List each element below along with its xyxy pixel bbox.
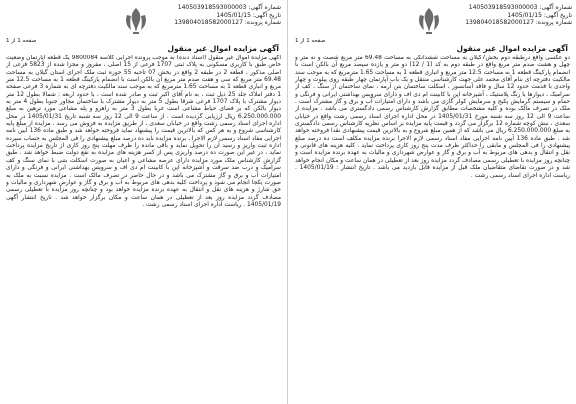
notice-title: آگهی مزایده اموال غیر منقول — [167, 44, 279, 53]
right-notice-page — [291, 0, 574, 404]
tracking-number: 140503918593000003 — [468, 4, 538, 11]
file-number: 139804018582000127 — [174, 19, 243, 27]
tracking-label: شماره آگهی — [250, 4, 281, 11]
file-label: شماره پرونده — [246, 19, 281, 27]
page-number: صفحه 1 از 1 — [295, 38, 326, 44]
page-number: صفحه 1 از 1 — [6, 38, 37, 44]
date-label: تاریخ آگهی — [254, 11, 281, 19]
page-divider — [287, 0, 288, 404]
notice-meta: شماره آگهی: 140503918593000003 تاریخ آگهی: 1405/01/15 شماره پرونده: 139804018582000127 — [174, 4, 281, 27]
tracking-number: 140503918593000003 — [177, 4, 247, 11]
notice-body: آگهی مزایده اموال غیر منقول (اسناد دنده) به موجب پرونده اجرایی کلاسه 9800084 یک قطعه آپارتمان وضعیت خاص طبق با کاربری مسکونی به پلاک ثبتی 1707 فرعی از 15 اصلی ، مفروز و مجزا شده از 5823 فرعی از اصلی مذکور ، قطعه 2 در طبقه 2 واقع در بخش 07 تاحیه 55 حوزه ثبت ملک اجرای استان گیلان به مساحت 69.48 متر مربع که سی و هفت صدم متر مربع آن بالکن است با انضمام پارکینگ قطعه 1 به مساحت 12.5 متر مربع و انباری قطعه 1 به مساحت 1.65 مترمربع که به موجب سند مالکیت دفترچه ای به شماره 3 فرعی صفحه 1 دفتر املاک جلد 25 ذیل ثبت ، به نام آقای اکبر ثبت و صادر شده است ، با حدود اربعه : شمالا بطول 12 متر دیوار مشترک با پلاک 1707 فرعی شرقا بطول 5 متر به دیوار مشترک با ساختمان مجاور جنوبا بطول 4 متر به دیوار بالکن که بر فضای حیاط مشاعی است غربا بطول 3 متر به راهرو و پله مشاعی مورد ترهین به مبلغ 6.250.000.000 ریال ارزیابی گردیده است . از ساعت 9 الی 12 روز سه شنبه تاریخ 1405/01/31 در محل اداره اجرای اسناد رسمی رشت واقع در خیابان سعدی ، از طریق مزایده به فروش می رسد . مزایده از مبلغ پایه کارشناسی شروع و به هر کس که بالاترین قیمت را پیشنهاد نماید فروخته خواهد شد و طبق ماده 136 آیین نامه اجرایی مفاد اسناد رسمی لازم الاجرا ، برنده مزایده باید ده درصد مبلغ پیشنهادی را فی المجلس به حساب سپرده اداره ثبت واریز و رسید آن را تحویل نماید و باقی مانده را ظرف مهلت پنج روز کاری از تاریخ مزایده پرداخت نماید ، در غیر این صورت ده درصد واریزی پس از کسر هزینه های مزایده به نفع دولت ضبط خواهد شد . طبق گزارش کارشناس ملک مورد مزایده دارای عرصه مشاعی و اعیان به صورت اسکلت بتنی با نمای سنگ و کف سرامیک و درب ضد سرقت و آشپزخانه اپن با کابینت ام دی اف و سرویس بهداشتی ایرانی و فرنگی و دارای امتیازات آب و برق و گاز مشترک می باشد و در حال حاضر در تصرف مالک است . مزایده نسبت به ملک به صورت یکجا انجام می شود و پرداخت کلیه بدهی های مربوط به آب و برق و گاز و عوارض شهرداری و مالیات و حق شارژ و هزینه های نقل و انتقال به عهده برنده مزایده خواهد بود و چنانچه روز مزایده با تعطیلی رسمی مصادف گردد مزایده روز بعد از تعطیلی در همان ساعت و مکان برگزار خواهد شد . تاریخ انتشار آگهی 1405/01/19 . ریاست اداره اجرای اسناد رسمی رشت . — [6, 55, 281, 208]
notice-title: آگهی مزایده اموال غیر منقول — [456, 44, 568, 53]
notice-date: 1405/01/15 — [216, 11, 251, 19]
notice-meta: شماره آگهی: 140503918593000003 تاریخ آگهی: 1405/01/15 شماره پرونده: 139804018582000127 — [465, 4, 572, 27]
notice-date: 1405/01/15 — [507, 11, 542, 19]
tracking-label: شماره آگهی — [541, 4, 572, 11]
file-number: 139804018582000127 — [465, 19, 534, 27]
notice-body: دو عکسی واقع درطبقه دوم بخش7گیلان به مساحت ششدانگی به مساحت 69.48 متر مربع شصت و نه متر و چهل و هشت صدم متر مربع واقع در طبقه دوم به کد (1 / 12) دو متر و یازده سیصد مربع آن بالکن است با انضمام پارکینگ قطعه 1 به مساحت 12.5 متر مربع و انباری قطعه 1 به مساحت 1.65 مترمربع که به موجب سند مالکیت دفترچه ای بنام آقای محمد علی جهت کارشناسی منتقل و یک باب آپارتمان چهار طبقه روی پیلوت و چهار واحدی با قدمت حدود 12 سال و فاقد آسانسور ، اسکلت ساختمان بتن آرمه ، نمای ساختمان از سنگ ، کف از سرامیک ، دیوارها با رنگ پلاستیک ، آشپزخانه اپن با کابینت ام دی اف و دارای سرویس بهداشتی ایرانی و فرنگی و حمام و سیستم گرمایش پکیج و سرمایش کولر گازی می باشد و دارای امتیازات آب و برق و گاز مشترک است . ملک در تصرف مالک بوده و کلیه مشخصات مطابق گزارش کارشناس رسمی دادگستری می باشد . مزایده از ساعت 9 الی 12 روز سه شنبه مورخ 1405/01/31 در محل اداره اجرای اسناد رسمی رشت واقع در خیابان سعدی ، نبش کوچه شماره 12 برگزار می گردد و قیمت پایه مزایده بر اساس نظریه کارشناس رسمی دادگستری به مبلغ 6.250.000.000 ریال می باشد که از همین مبلغ شروع و به بالاترین قیمت پیشنهادی نقدا فروخته خواهد شد . طبق ماده 136 آیین نامه اجرایی مفاد اسناد رسمی لازم الاجرا برنده مزایده مکلف است ده درصد مبلغ پیشنهادی را فی المجلس و مابقی را حداکثر ظرف مدت پنج روز کاری پرداخت نماید . کلیه هزینه های قانونی و نقل و انتقال و بدهی های مربوط به آب و برق و گاز و عوارض شهرداری و مالیات به عهده برنده مزایده است و چنانچه روز مزایده با تعطیلی رسمی مصادف گردد مزایده روز بعد از تعطیلی در همان ساعت و مکان انجام خواهد شد و در صورت تقاضای متقاضیان ملک قبل از مزایده قابل بازدید می باشد . تاریخ انتشار : 1405/01/19 . ریاست اداره اجرای اسناد رسمی رشت . — [295, 55, 570, 179]
file-label: شماره پرونده — [537, 19, 572, 27]
date-label: تاریخ آگهی — [545, 11, 572, 19]
left-notice-page — [2, 0, 285, 404]
